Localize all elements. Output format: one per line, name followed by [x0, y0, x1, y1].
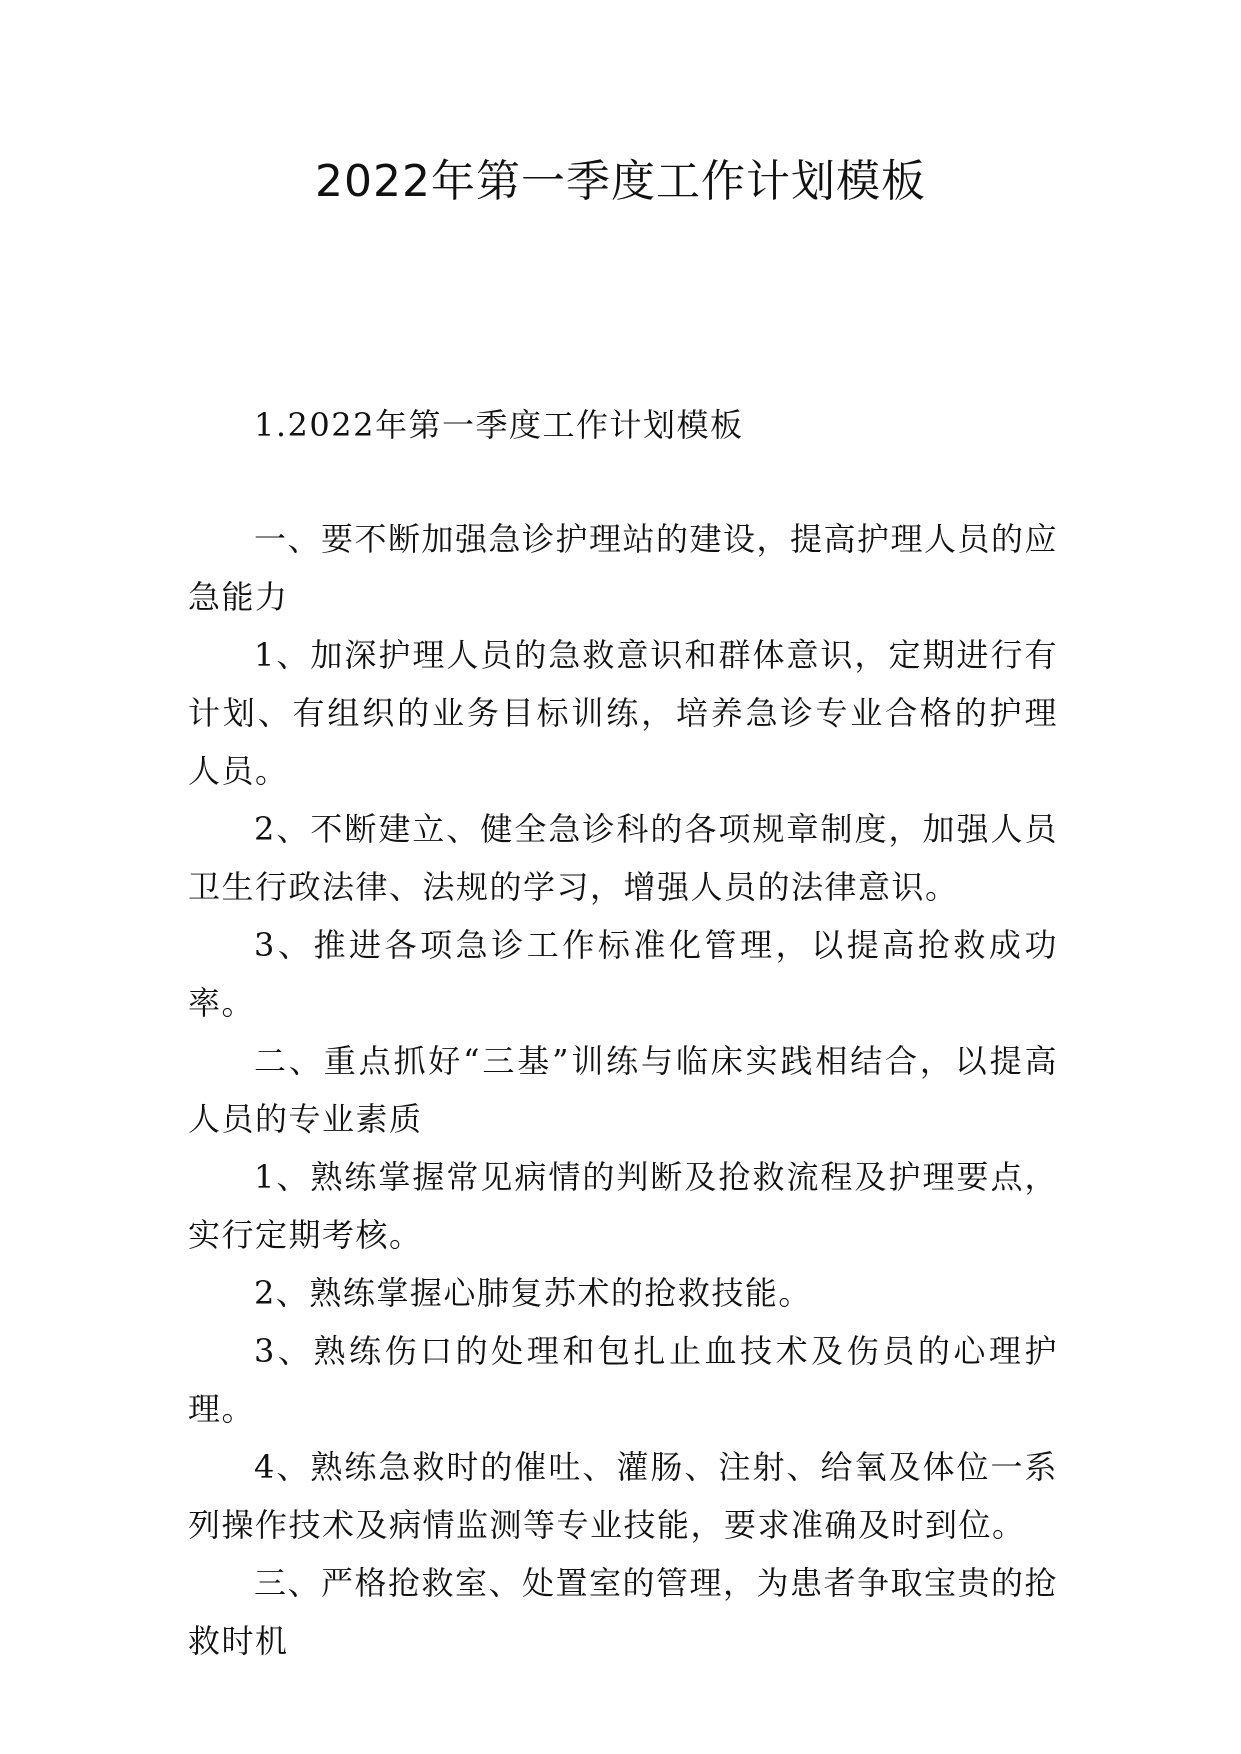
- document-body: [188, 396, 1058, 1670]
- list-item: 3、推进各项急诊工作标准化管理，以提高抢救成功率。: [188, 926, 1058, 1022]
- section-heading-1: 一、要不断加强急诊护理站的建设，提高护理人员的应急能力: [188, 520, 1059, 616]
- document-title: 2022年第一季度工作计划模板: [315, 156, 926, 207]
- list-item: 2、熟练掌握心肺复苏术的抢救技能。: [254, 1274, 812, 1312]
- plan-subtitle: 1.2022年第一季度工作计划模板: [254, 406, 744, 444]
- section-heading-2: 二、重点抓好“三基”训练与临床实践相结合，以提高人员的专业素质: [188, 1042, 1058, 1138]
- list-item: 4、熟练急救时的催吐、灌肠、注射、给氧及体位一系列操作技术及病情监测等专业技能，要求准确及时到位。: [188, 1448, 1058, 1544]
- list-item: 2、不断建立、健全急诊科的各项规章制度，加强人员卫生行政法律、法规的学习，增强人员的法律意识。: [188, 810, 1058, 906]
- list-item: 1、熟练掌握常见病情的判断及抢救流程及护理要点，实行定期考核。: [188, 1158, 1058, 1254]
- list-item: 1、加深护理人员的急救意识和群体意识，定期进行有计划、有组织的业务目标训练，培养急诊专业合格的护理人员。: [188, 636, 1058, 790]
- list-item: 3、熟练伤口的处理和包扎止血技术及伤员的心理护理。: [188, 1332, 1058, 1428]
- section-heading-3: 三、严格抢救室、处置室的管理，为患者争取宝贵的抢救时机: [188, 1564, 1059, 1660]
